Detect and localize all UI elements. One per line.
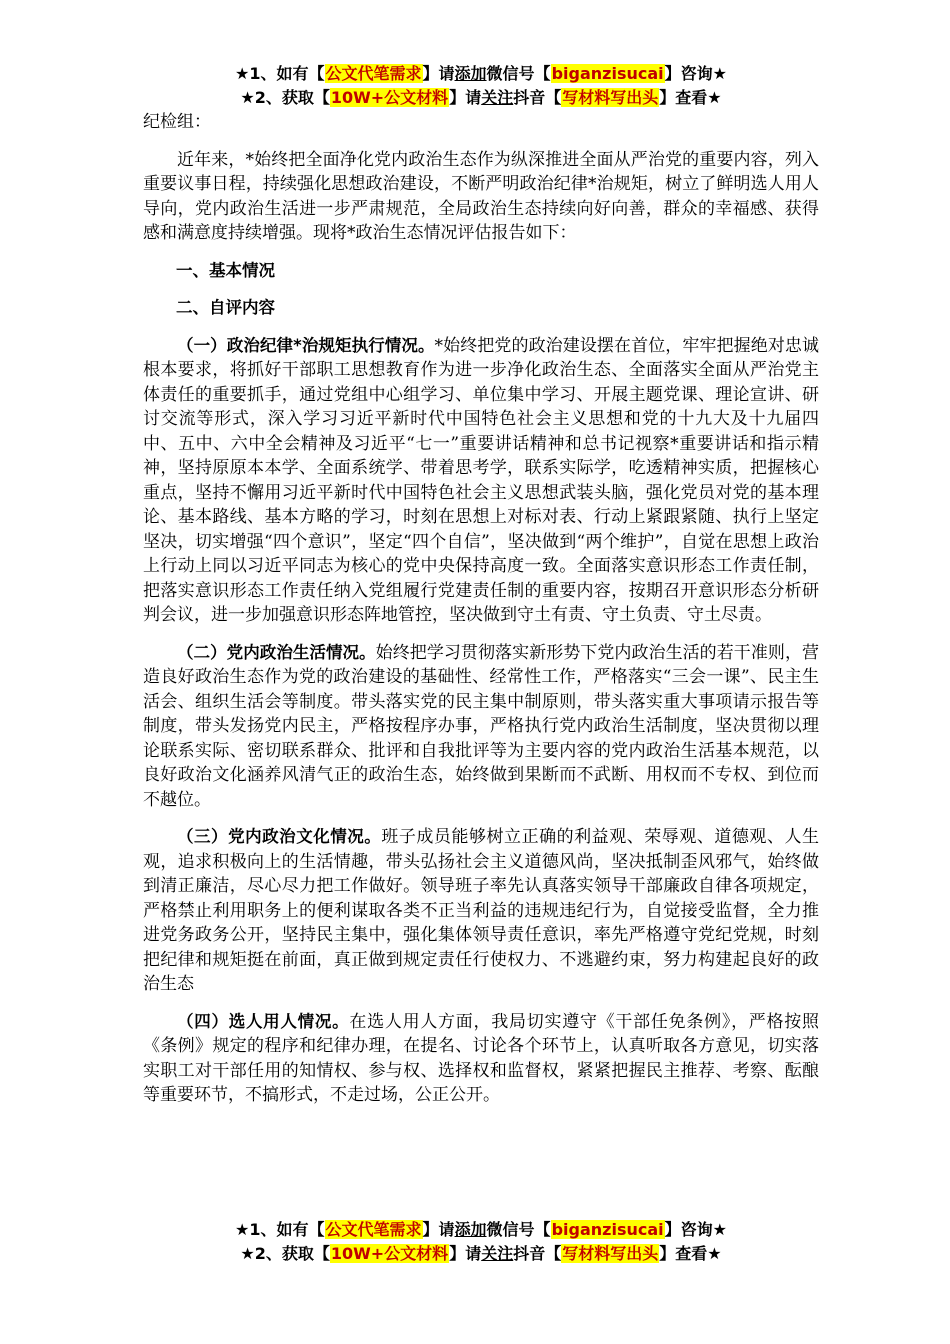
section-political-culture (143, 825, 819, 997)
section-political-discipline (143, 334, 819, 628)
intro-paragraph: 近年来，*始终把全面净化党内政治生态作为纵深推进全面从严治党的重要内容，列入重要议事日程，持续强化思想政治建设，不断严明政治纪律*治规矩，树立了鲜明选人用人导向，党内政治生活进一步严肃规范，全局政治生态持续向好向善，群众的幸福感、获得感和满意度持续增强。现将*政治生态情况评估报告如下： (143, 149, 819, 243)
promo-line-1: ★1、如有【公文代笔需求】请添加微信号【biganzisucai】咨询★ (235, 64, 727, 83)
highlight-douyin: 写材料写出头 (562, 1244, 659, 1263)
heading-self-assessment: 二、自评内容 (176, 298, 275, 317)
section-lead: （二）党内政治生活情况。 (177, 642, 376, 662)
document-body (143, 110, 819, 1108)
highlight-materials: 10W+公文材料 (330, 88, 449, 107)
section-text: 始终把学习贯彻落实新形势下党内政治生活的若干准则，营造良好政治生态作为党的政治建设的基础性、经常性工作，严格落实“三会一课”、民主生活会、组织生活会等制度。带头落实党的民主集中制原则，带头落实重大事项请示报告等制度，带头发扬党内民主，严格按程序办事，严格执行党内政治生活制度，坚决贯彻以理论联系实际、密切联系群众、批评和自我批评等为主要内容的党内政治生活基本规范，以良好政治文化涵养风清气正的政治生态，始终做到果断而不武断、用权而不专权、到位而不越位。 (143, 642, 820, 810)
heading-basic-situation: 一、基本情况 (176, 260, 275, 280)
section-political-life (143, 641, 819, 813)
promo-line-1: ★1、如有【公文代笔需求】请添加微信号【biganzisucai】咨询★ (235, 1220, 727, 1239)
section-text: 班子成员能够树立正确的利益观、荣辱观、道德观、人生观，追求积极向上的生活情趣，带头弘扬社会主义道德风尚，坚决抵制歪风邪气，始终做到清正廉洁，尽心尽力把工作做好。领导班子率先认真落实领导干部廉政自律各项规定，严格禁止利用职务上的便利谋取各类不正当利益的违规违纪行为，自觉接受监督，全力推进党务政务公开，坚持民主集中，强化集体领导责任意识，率先严格遵守党纪党规，时刻把纪律和规矩挺在前面，真正做到规定责任行使权力、不逃避约束，努力构建起良好的政治生态 (143, 827, 820, 994)
highlight-wechat-id: biganzisucai (551, 64, 664, 83)
highlight-materials: 10W+公文材料 (330, 1244, 449, 1263)
section-lead: （四）选人用人情况。 (177, 1011, 350, 1031)
section-lead: （三）党内政治文化情况。 (177, 827, 382, 846)
promo-line-2: ★2、获取【10W+公文材料】请关注抖音【写材料写出头】查看★ (240, 88, 722, 107)
highlight-wechat-id: biganzisucai (551, 1220, 664, 1239)
document-page (143, 62, 819, 1121)
promo-banner-top (143, 62, 819, 110)
section-personnel-selection (143, 1010, 819, 1108)
highlight-service: 公文代笔需求 (325, 1220, 422, 1239)
section-lead: （一）政治纪律*治规矩执行情况。 (177, 335, 435, 355)
promo-line-2: ★2、获取【10W+公文材料】请关注抖音【写材料写出头】查看★ (240, 1244, 722, 1263)
section-text: *始终把党的政治建设摆在首位，牢牢把握绝对忠诚根本要求，将抓好干部职工思想教育作为进一步净化政治生态、全面落实全面从严治党主体责任的重要抓手，通过党组中心组学习、单位集中学习、开展主题党课、理论宣讲、研讨交流等形式，深入学习习近平新时代中国特色社会主义思想和党的十九大及十九届四中、五中、六中全会精神及习近平“七一”重要讲话精神和总书记视察*重要讲话和指示精神，坚持原原本本学、全面系统学、带着思考学，联系实际学，吃透精神实质，把握核心重点，坚持不懈用习近平新时代中国特色社会主义思想武装头脑，强化党员对党的基本理论、基本路线、基本方略的学习，时刻在思想上对标对表、行动上紧跟紧随、执行上坚定坚决，切实增强“四个意识”，坚定“四个自信”，坚决做到“两个维护”，自觉在思想上政治上行动上同以习近平同志为核心的党中央保持高度一致。全面落实意识形态工作责任制，把落实意识形态工作责任纳入党组履行党建责任制的重要内容，按期召开意识形态分析研判会议，进一步加强意识形态阵地管控，坚决做到守土有责、守土负责、守土尽责。 (143, 335, 819, 625)
highlight-service: 公文代笔需求 (325, 64, 422, 83)
section-text: 在选人用人方面，我局切实遵守《干部任免条例》，严格按照《条例》规定的程序和纪律办理，在提名、讨论各个环节上，认真听取各方意见，切实落实职工对干部任用的知情权、参与权、选择权和监督权，紧紧把握民主推荐、考察、酝酿等重要环节，不搞形式，不走过场，公正公开。 (143, 1011, 820, 1105)
promo-banner-bottom (143, 1218, 819, 1266)
salutation: 纪检组： (143, 112, 211, 132)
highlight-douyin: 写材料写出头 (562, 88, 659, 107)
